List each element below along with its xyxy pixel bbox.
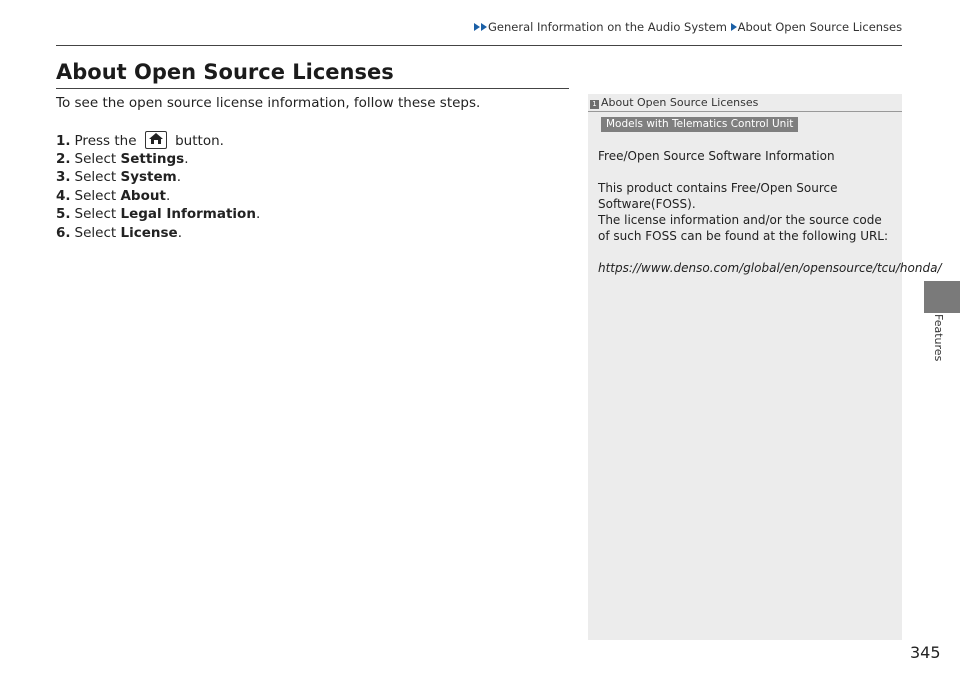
sidebar-paragraph: This product contains Free/Open Source Software(FOSS).	[598, 181, 838, 211]
page-number: 345	[910, 643, 941, 662]
page-title: About Open Source Licenses	[56, 60, 394, 84]
breadcrumb	[474, 20, 902, 34]
intro-text: To see the open source license information, follow these steps.	[56, 95, 481, 111]
breadcrumb-item: General Information on the Audio System	[488, 20, 727, 34]
step-number: 6.	[56, 224, 71, 241]
sidebar-body	[598, 148, 942, 276]
step-text: Select	[74, 187, 117, 204]
reference-mark-icon: 1	[590, 100, 599, 109]
step-item	[56, 150, 260, 169]
step-text: Select	[74, 150, 117, 167]
step-item	[56, 224, 260, 243]
section-tab-label: Features	[932, 314, 945, 362]
model-badge: Models with Telematics Control Unit	[601, 117, 798, 132]
sidebar-paragraph: Free/Open Source Software Information	[598, 149, 835, 163]
step-number: 2.	[56, 150, 71, 167]
step-text: Select	[74, 224, 117, 241]
step-number: 5.	[56, 206, 71, 223]
step-item	[56, 131, 260, 150]
title-divider	[56, 88, 569, 89]
step-item	[56, 205, 260, 224]
header-divider	[56, 45, 902, 46]
home-icon	[145, 131, 167, 149]
step-keyword: System	[120, 169, 177, 186]
section-tab	[924, 281, 960, 313]
step-text: .	[165, 187, 171, 204]
step-text: .	[177, 224, 182, 241]
license-url[interactable]: https://www.denso.com/global/en/opensource/tcu/honda/	[598, 261, 942, 275]
triangle-icon	[474, 23, 480, 31]
step-number: 3.	[56, 169, 71, 186]
step-text: .	[176, 169, 182, 186]
sidebar-divider	[588, 111, 902, 112]
triangle-icon	[481, 23, 487, 31]
step-keyword: Settings	[120, 150, 185, 167]
sidebar-heading	[588, 96, 758, 109]
step-text: Press the	[74, 133, 141, 149]
step-text: .	[255, 206, 261, 223]
sidebar-paragraph: The license information and/or the source code of such FOSS can be found at the following URL:	[598, 213, 889, 243]
step-keyword: About	[120, 187, 166, 204]
sidebar-heading-text: About Open Source Licenses	[601, 96, 759, 109]
step-text: .	[184, 150, 189, 167]
step-text: Select	[74, 206, 117, 223]
step-list	[56, 131, 260, 243]
step-number: 4.	[56, 187, 71, 204]
breadcrumb-item: About Open Source Licenses	[737, 20, 903, 34]
triangle-icon	[731, 23, 737, 31]
step-text: button.	[170, 133, 224, 149]
step-text: Select	[74, 169, 117, 186]
step-keyword: License	[120, 224, 178, 241]
step-keyword: Legal Information	[120, 206, 256, 223]
step-number: 1.	[56, 133, 71, 149]
step-item	[56, 168, 260, 187]
step-item	[56, 187, 260, 206]
